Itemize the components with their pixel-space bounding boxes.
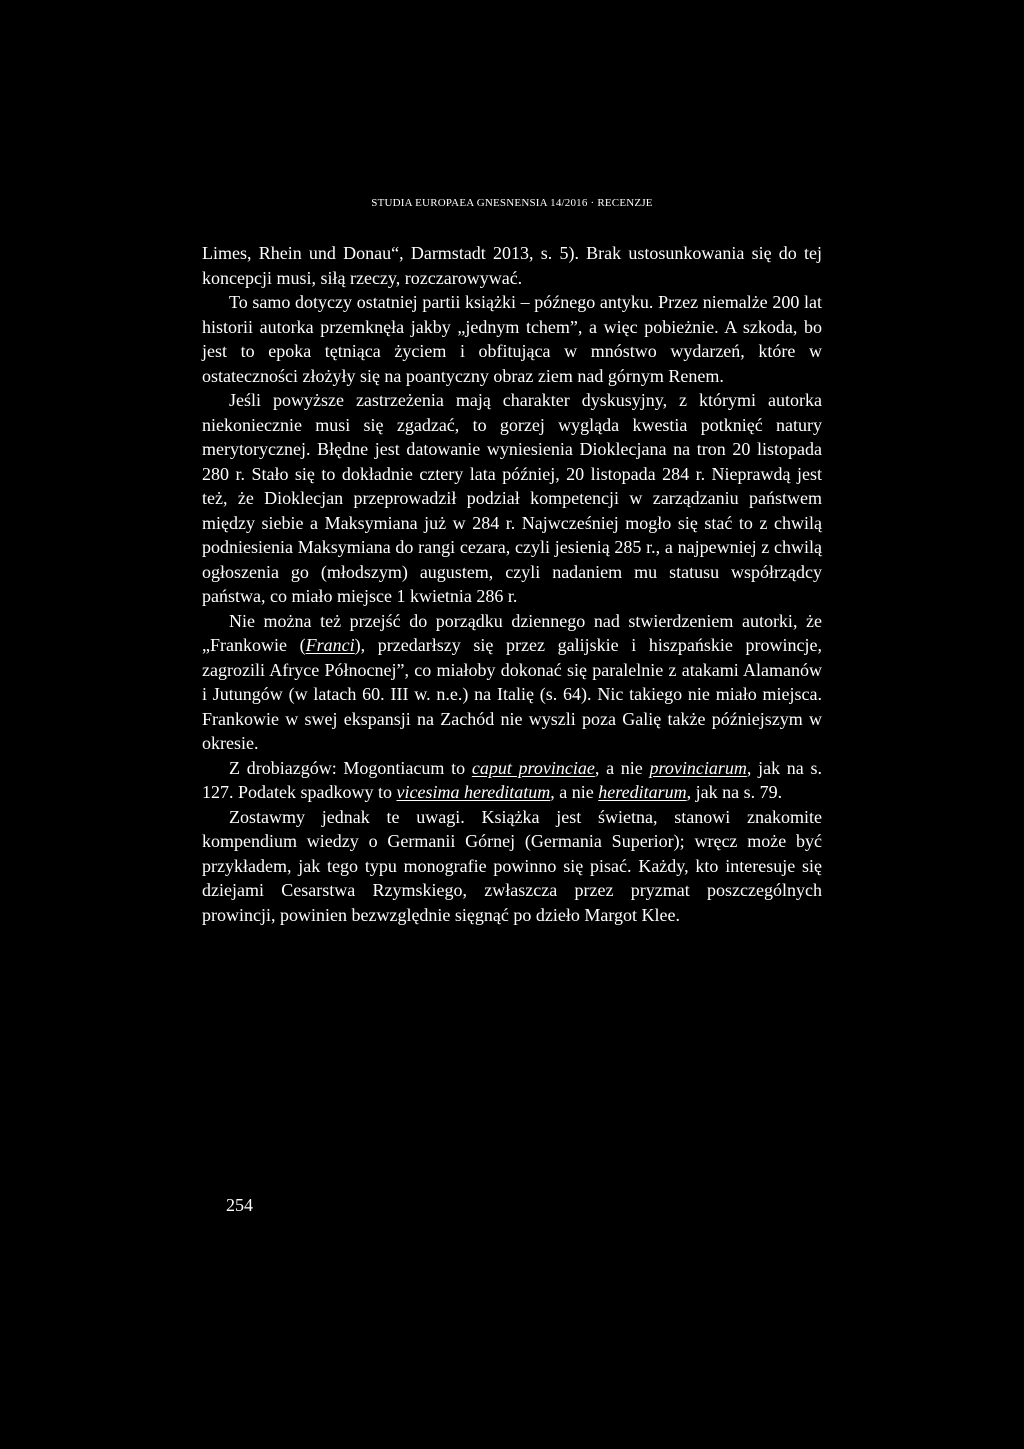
paragraph-4-italic-term: Franci (305, 635, 355, 655)
paragraph-1: Limes, Rhein und Donau“, Darmstadt 2013, s. 5). Brak ustosunkowania się do tej koncepcji musi, siłą rzeczy, rozczarowywać. (202, 243, 822, 288)
paragraph-5-italic-3: vicesima hereditatum (396, 782, 551, 802)
paragraph-5-text-4: , a nie (550, 782, 599, 802)
paragraph-5-italic-4: hereditarum (598, 782, 687, 802)
paragraph-5-text-3: , jak na s. 127. Podatek spadkowy to (202, 757, 823, 802)
running-header: STUDIA EUROPAEA GNESNENSIA 14/2016 · RECENZJE (371, 197, 653, 209)
paragraph-5 (202, 756, 822, 805)
paragraph-3: Jeśli powyższe zastrzeżenia mają charakter dyskusyjny, z którymi autorka niekoniecznie musi się zgadzać, to gorzej wygląda kwestia potknięć natury merytorycznej. Błędne jest datowanie wyniesienia Dioklecjana na tron 20 listopada 280 r. Stało się to dokładnie cztery lata później, 20 listopada 284 r. Nieprawdą jest też, że Dioklecjan przeprowadził podział kompetencji w zarządzaniu państwem między siebie a Maksymiana już w 284 r. Najwcześniej mogło się stać to z chwilą podniesienia Maksymiana do rangi cezara, czyli jesienią 285 r., a najpewniej z chwilą ogłoszenia go (młodszym) augustem, czyli nadaniem mu statusu współrządcy państwa, co miało miejsce 1 kwietnia 286 r. (202, 390, 822, 606)
paragraph-5-text-5: , jak na s. 79. (686, 782, 783, 802)
paragraph-5-italic-1: caput provinciae (471, 757, 595, 778)
paragraph-2: To samo dotyczy ostatniej partii książki – późnego antyku. Przez niemalże 200 lat historii autorka przemknęła jakby „jednym tchem”, a więc pobieżnie. A szkoda, bo jest to epoka tętniąca życiem i obfitująca w mnóstwo wydarzeń, które w ostateczności złożyły się na poantyczny obraz ziem nad górnym Renem. (202, 292, 822, 386)
paragraph-4-text-a: Nie można też przejść do porządku dziennego nad stwierdzeniem autorki, że „Frankowie ( (202, 610, 822, 655)
paragraph-4 (202, 609, 822, 756)
paragraph-6: Zostawmy jednak te uwagi. Książka jest świetna, stanowi znakomite kompendium wiedzy o Germanii Górnej (Germania Superior); wręcz może być przykładem, jak tego typu monografie powinno się pisać. Każdy, kto interesuje się dziejami Cesarstwa Rzymskiego, zwłaszcza przez pryzmat poszczególnych prowincji, powinien bezwzględnie sięgnąć po dzieło Margot Klee. (202, 806, 822, 925)
paragraph-5-italic-2: provinciarum (649, 757, 747, 778)
paragraph-5-text-1: Z drobiazgów: Mogontiacum to (229, 757, 472, 778)
paragraph-4-text-b: ), przedarłszy się przez galijskie i hiszpańskie prowincje, zagrozili Afryce Północnej”, co miałoby dokonać się paralelnie z atakami Alamanów i Jutungów (w latach 60. III w. n.e.) na Italię (s. 64). Nic takiego nie miało miejsca. Frankowie w swej ekspansji na Zachód nie wyszli poza Galię także późniejszym w okresie. (202, 635, 823, 753)
review-body (202, 241, 822, 927)
page-number: 254 (226, 1195, 253, 1215)
paragraph-5-text-2: , a nie (594, 757, 650, 778)
